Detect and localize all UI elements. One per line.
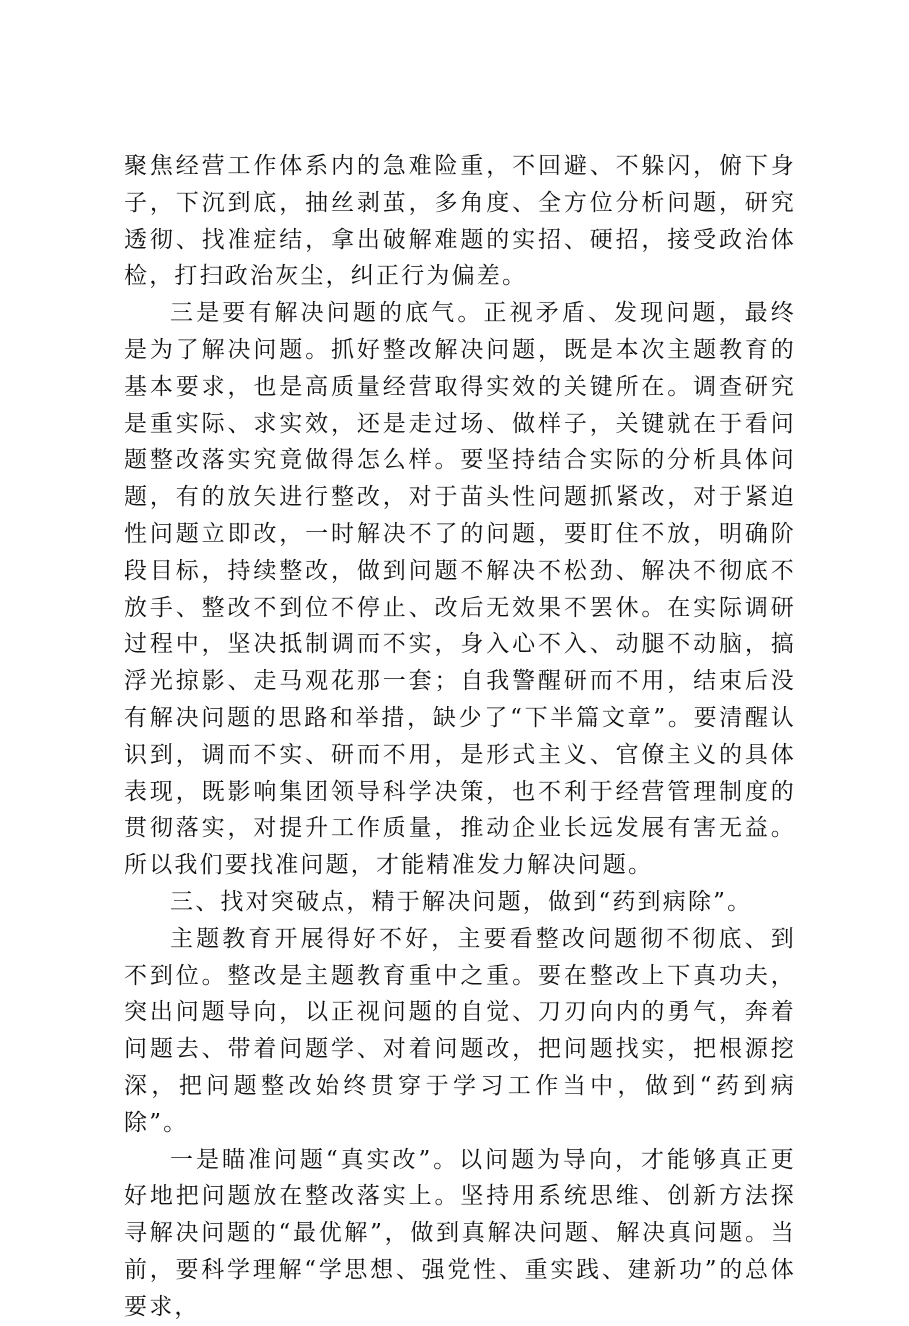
document-body: [124, 148, 796, 1326]
section-heading-three: 三、找对突破点，精于解决问题，做到“药到病除”。: [170, 888, 753, 915]
paragraph-point-one-real-rectify: 一是瞄准问题“真实改”。以问题为导向，才能够真正更好地把问题放在整改落实上。坚持用系统思维、创新方法探寻解决问题的“最优解”，做到真解决问题、解决真问题。当前，要科学理解“学思想、强党性、重实践、建新功”的总体要求，: [124, 1146, 796, 1320]
paragraph-continued: 聚焦经营工作体系内的急难险重，不回避、不躲闪，俯下身子，下沉到底，抽丝剥茧，多角度、全方位分析问题，研究透彻、找准症结，拿出破解难题的实招、硬招，接受政治体检，打扫政治灰尘，纠正行为偏差。: [124, 153, 796, 290]
paragraph-point-three-resolve: 三是要有解决问题的底气。正视矛盾、发现问题，最终是为了解决问题。抓好整改解决问题，既是本次主题教育的基本要求，也是高质量经营取得实效的关键所在。调查研究是重实际、求实效，还是走过场、做样子，关键就在于看问题整改落实究竟做得怎么样。要坚持结合实际的分析具体问题，有的放矢进行整改，对于苗头性问题抓紧改，对于紧迫性问题立即改，一时解决不了的问题，要盯住不放，明确阶段目标，持续整改，做到问题不解决不松劲、解决不彻底不放手、整改不到位不停止、改后无效果不罢休。在实际调研过程中，坚决抵制调而不实，身入心不入、动腿不动脑，搞浮光掠影、走马观花那一套；自我警醒研而不用，结束后没有解决问题的思路和举措，缺少了“下半篇文章”。要清醒认识到，调而不实、研而不用，是形式主义、官僚主义的具体表现，既影响集团领导科学决策，也不利于经营管理制度的贯彻落实，对提升工作质量，推动企业长远发展有害无益。所以我们要找准问题，才能精准发力解决问题。: [124, 300, 796, 879]
paragraph-section-three-intro: 主题教育开展得好不好，主要看整改问题彻不彻底、到不到位。整改是主题教育重中之重。要在整改上下真功夫，突出问题导向，以正视问题的自觉、刀刃向内的勇气，奔着问题去、带着问题学、对着问题改，把问题找实，把根源挖深，把问题整改始终贯穿于学习工作当中，做到“药到病除”。: [124, 925, 796, 1136]
